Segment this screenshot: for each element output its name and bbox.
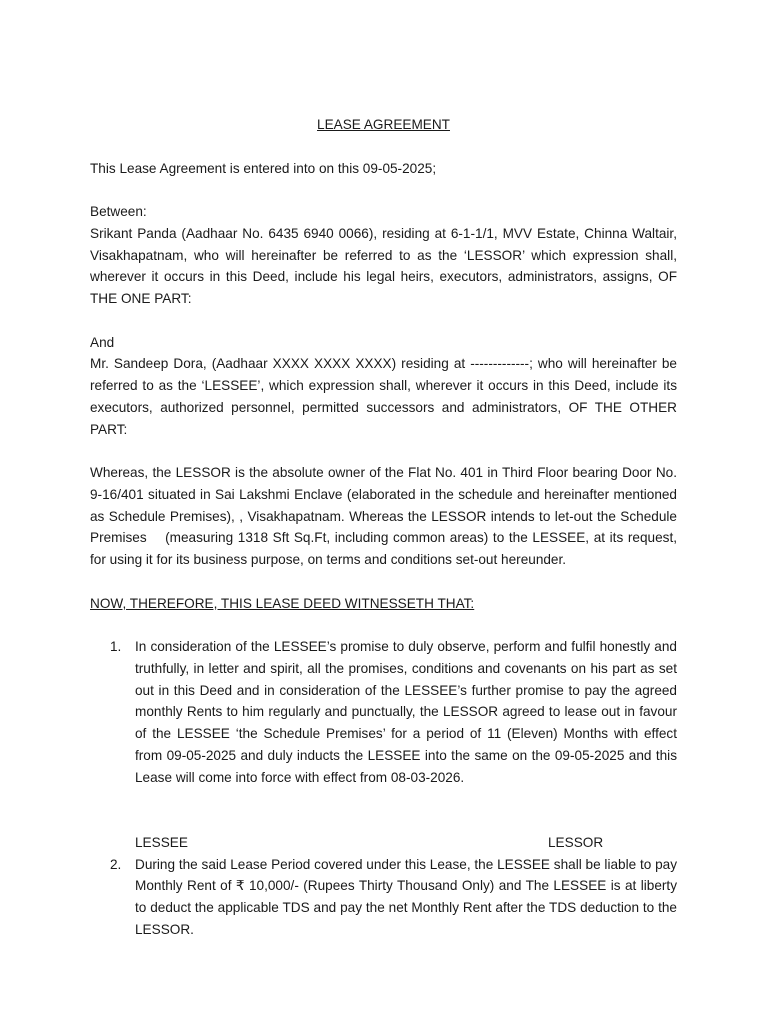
whereas-paragraph: Whereas, the LESSOR is the absolute owner of the Flat No. 401 in Third Floor bearing Door No. 9-16/401 situated in Sai Lakshmi Enclave (elaborated in the schedule and hereinafter mentioned as Schedule Premises), , Visakhapatnam. Whereas the LESSOR intends to let-out the Schedule Premises (measuring 1318 Sft Sq.Ft, including common areas) to the LESSEE, at its request, for using it for its business purpose, on terms and conditions set-out hereunder. xyxy=(90,465,681,567)
and-label: And xyxy=(90,334,115,350)
clause-item xyxy=(90,854,677,941)
clause-number: 1. xyxy=(110,639,122,654)
clause-list xyxy=(90,636,677,788)
clause-item xyxy=(90,636,677,788)
lessor-party-paragraph: Srikant Panda (Aadhaar No. 6435 6940 0066), residing at 6-1-1/1, MVV Estate, Chinna Waltair, Visakhapatnam, who will hereinafter be referred to as the ‘LESSOR’ which expression shall, wherever it occurs in this Deed, include his legal heirs, executors, administrators, assigns, OF THE ONE PART: xyxy=(90,225,677,306)
lessee-party-paragraph: Mr. Sandeep Dora, (Aadhaar XXXX XXXX XXXX) residing at -------------; who will hereinafter be referred to as the ‘LESSEE’, which expression shall, wherever it occurs in this Deed, include its executors, authorized personnel, permitted successors and administrators, OF THE OTHER PART: xyxy=(90,356,677,437)
lessee-signature-label: LESSEE xyxy=(135,834,188,850)
document-page xyxy=(90,114,681,941)
witnesseth-heading: NOW, THEREFORE, THIS LEASE DEED WITNESSETH THAT: xyxy=(90,595,475,611)
clause-list-continued xyxy=(90,854,677,941)
lessor-signature-label: LESSOR xyxy=(548,834,604,850)
signature-row xyxy=(90,832,677,854)
clause-text: In consideration of the LESSEE’s promise to duly observe, perform and fulfil honestly and truthfully, in letter and spirit, all the promises, conditions and covenants on his part as set out in this Deed and in consideration of the LESSEE’s further promise to pay the agreed monthly Rents to him regularly and punctually, the LESSOR agreed to lease out in favour of the LESSEE ‘the Schedule Premises’ for a period of 11 (Eleven) Months with effect from 09-05-2025 and duly inducts the LESSEE into the same on the 09-05-2025 and this Lease will come into force with effect from 08-03-2026. xyxy=(135,639,677,785)
clause-text: During the said Lease Period covered under this Lease, the LESSEE shall be liable to pay Monthly Rent of ₹ 10,000/- (Rupees Thirty Thousand Only) and The LESSEE is at liberty to deduct the applicable TDS and pay the net Monthly Rent after the TDS deduction to the LESSOR. xyxy=(135,856,677,937)
clause-number: 2. xyxy=(110,856,122,872)
document-title: LEASE AGREEMENT xyxy=(317,117,450,132)
between-label: Between: xyxy=(90,204,147,219)
intro-paragraph: This Lease Agreement is entered into on this 09-05-2025; xyxy=(90,160,437,176)
